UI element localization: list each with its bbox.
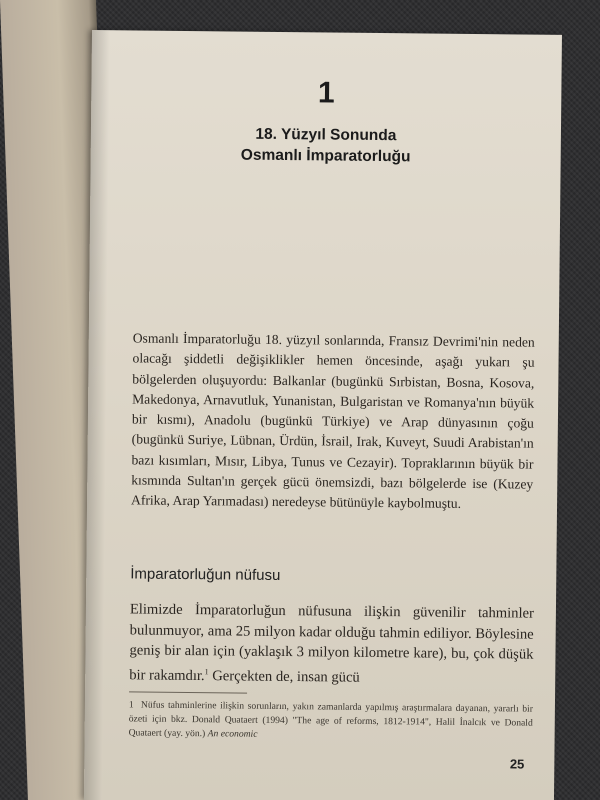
section-paragraph-part-2: Gerçekten de, insan gücü [208,667,360,686]
section-heading: İmparatorluğun nüfusu [130,565,281,585]
footnote-text: Nüfus tahminlerine ilişkin sorunların, yakın zamanlarda yapılmış araştırmalara dayanan, yararlı bir özeti için bkz. Donald Quataert (1994) "The age of reforms, 1812-1914", Halil İnalcık ve Donald Quataert (yay. yön.) [128,699,533,740]
footnote-divider [129,691,247,693]
footnote [129,698,533,744]
chapter-title-line-2: Osmanlı İmparatorluğu [240,146,411,166]
book-page [84,30,562,800]
chapter-title-line-1: 18. Yüzyıl Sonunda [255,125,397,145]
footnote-italic-title: An economic [207,728,258,740]
footnote-reference: 1 [204,666,209,676]
footnote-marker: 1 [128,699,134,711]
page-number: 25 [509,756,525,772]
section-paragraph-part-1: Elimizde İmparatorluğun nüfusuna ilişkin güvenilir tahminler bulunmuyor, ama 25 milyon kadar olduğu tahmin ediliyor. Böylesine geniş bir alan için (yaklaşık 3 milyon kilometre kare), bu, çok düşük bir rakamdır. [129,601,534,684]
section-paragraph [129,599,534,689]
intro-paragraph: Osmanlı İmparatorluğu 18. yüzyıl sonlarında, Fransız Devrimi'nin neden olacağı şiddetli değişiklikler hemen öncesinde, aşağı yukarı şu bölgelerden oluşuyordu: Balkanlar (bugünkü Sırbistan, Bosna, Kosova, Makedonya, Arnavutluk, Yunanistan, Bulgaristan ve Romanya'nın büyük bir kısmı), Anadolu (bugünkü Türkiye) ve Arap dünyasının çoğu (bugünkü Suriye, Lübnan, Ürdün, İsrail, Irak, Kuveyt, Suudi Arabistan'ın bazı kısımları, Mısır, Libya, Tunus ve Cezayir). Topraklarının büyük bir kısmında Sultan'ın gerçek gücü önemsizdi, bazı bölgelerde ise (Kuzey Afrika, Arap Yarımadası) neredeyse bütünüyle kaybolmuştu. [130,330,535,512]
chapter-number: 1 [317,76,335,110]
chapter-title [91,122,561,169]
